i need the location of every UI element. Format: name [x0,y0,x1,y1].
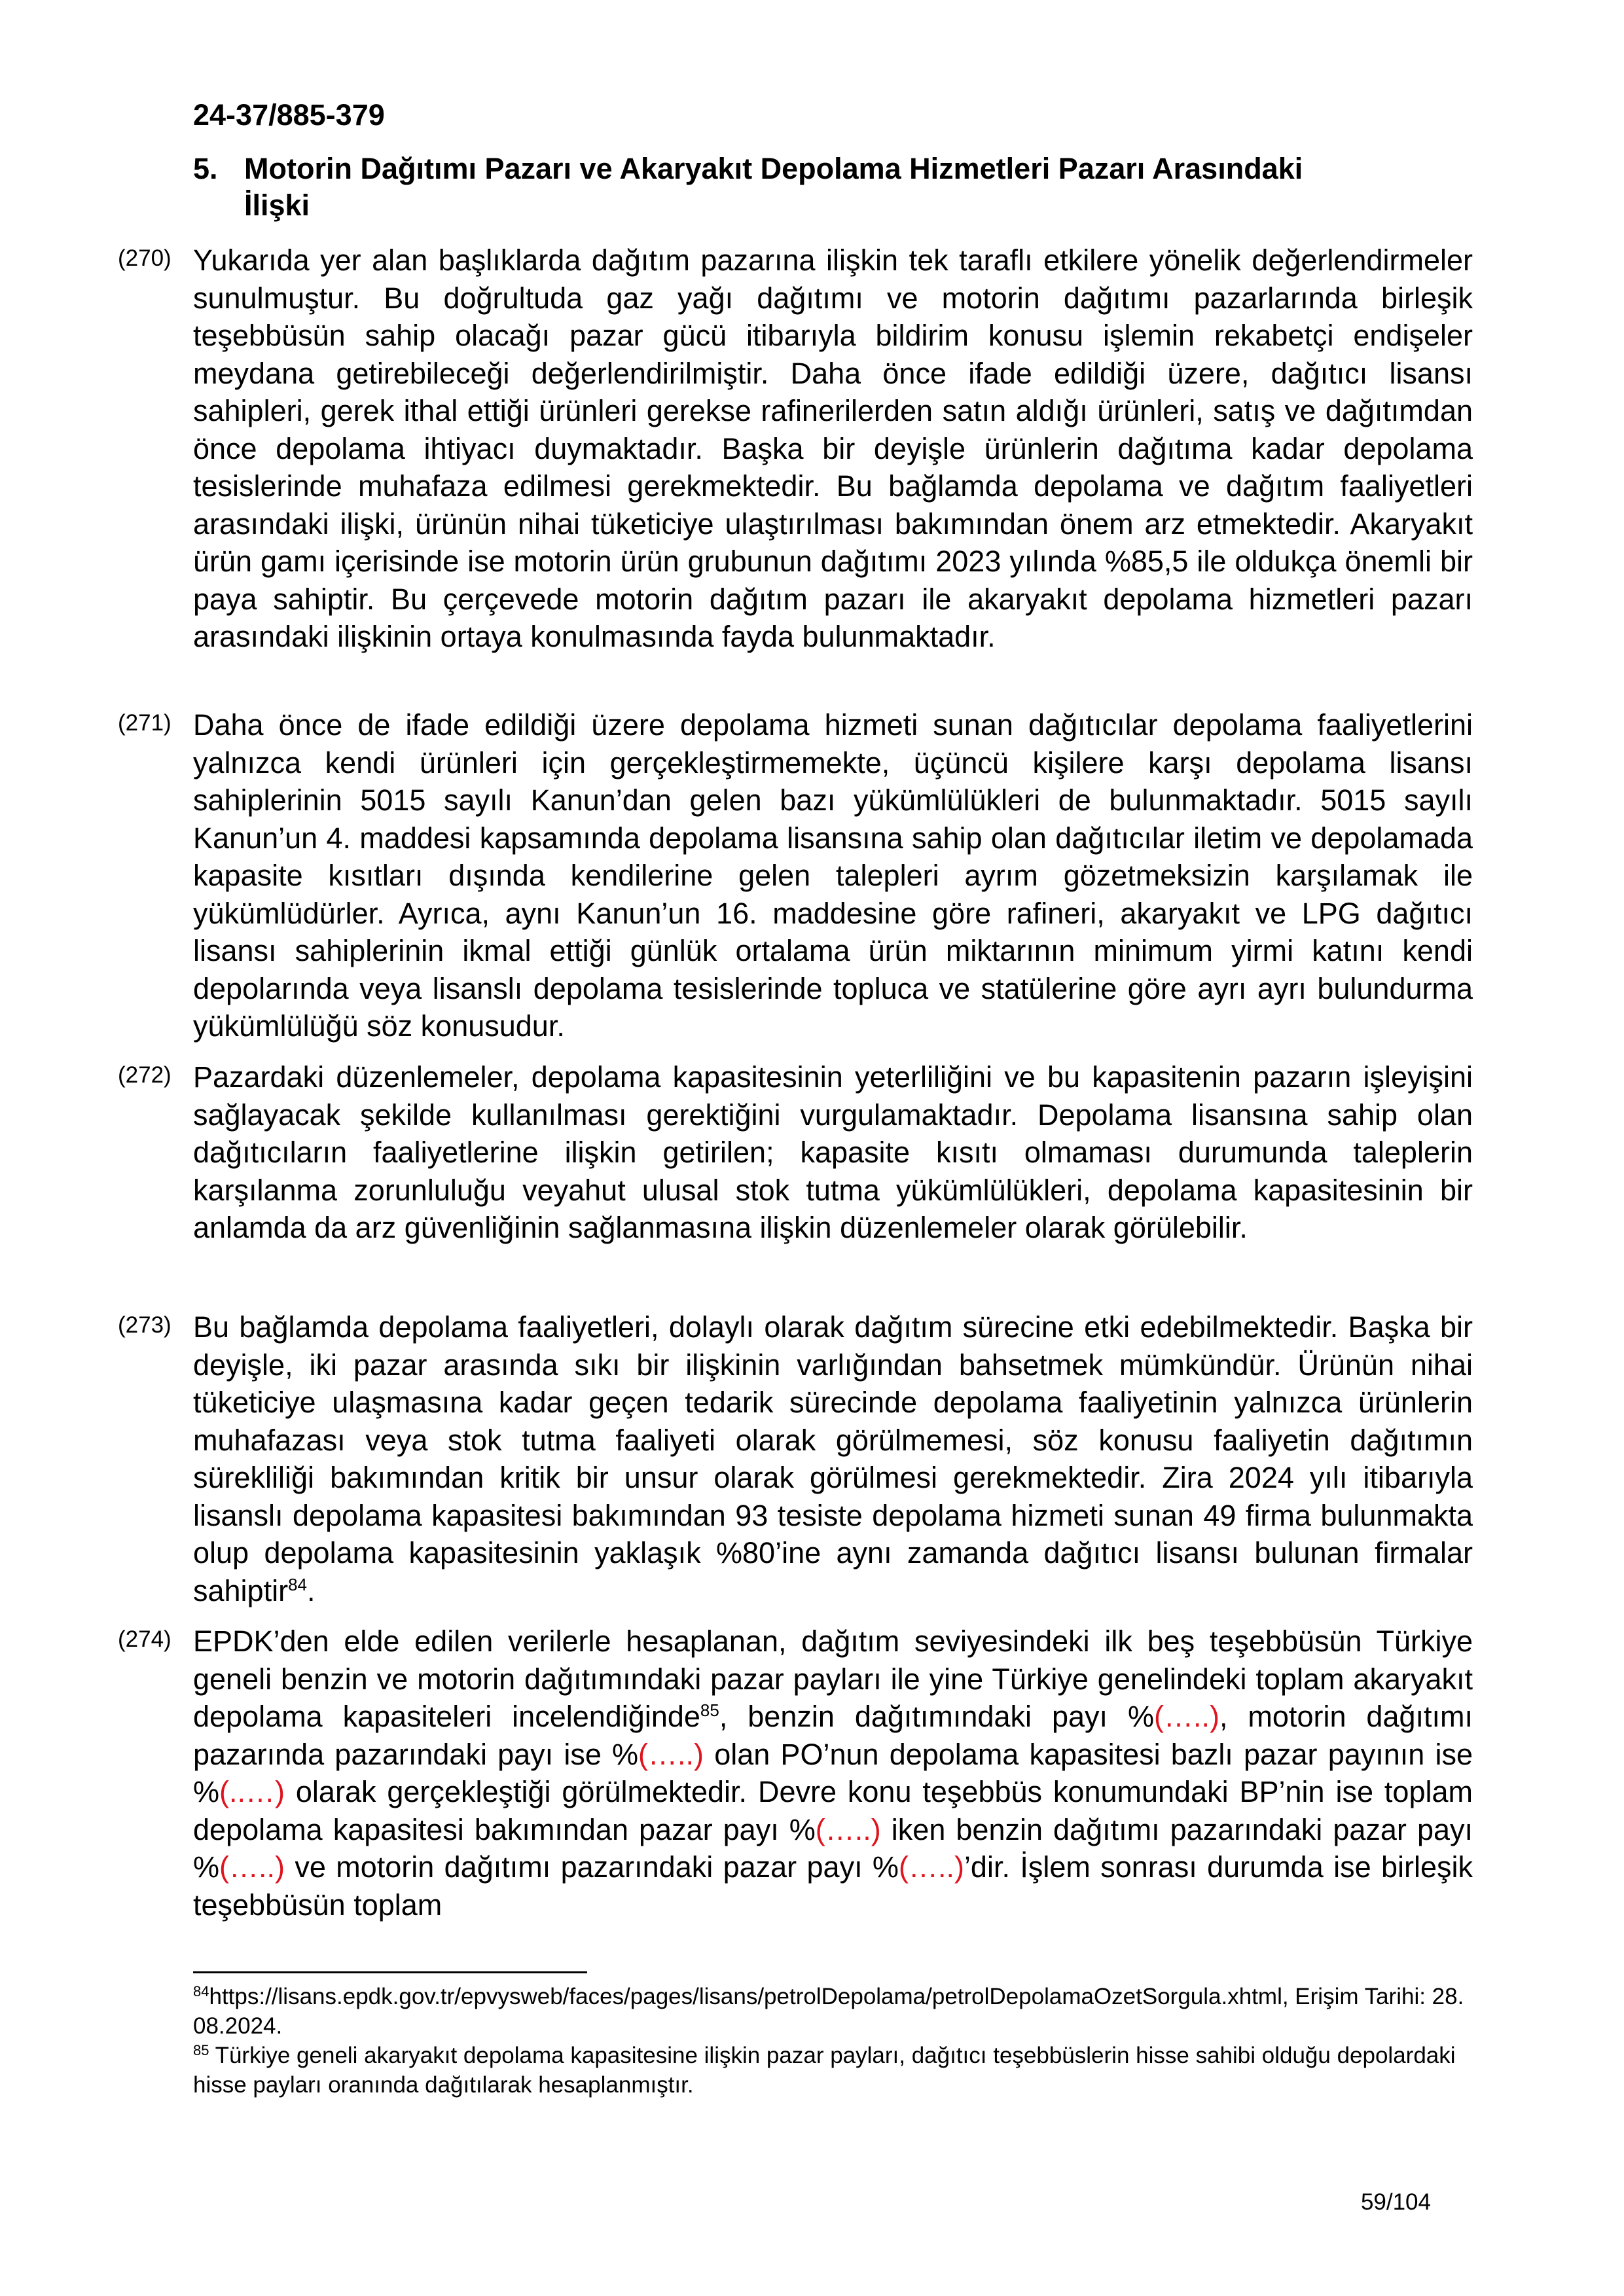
paragraph-273 [118,1308,1473,1609]
footnote-text: Türkiye geneli akaryakıt depolama kapasitesine ilişkin pazar payları, dağıtıcı teşebbüslerin hisse sahibi olduğu depolardaki hisse payları oranında dağıtılarak hesaplanmıştır. [193,2043,1456,2098]
text-segment: olarak gerçekleştiği görülmektedir. Devre konu teşebbüs konumundaki BP’nin ise toplam depolama kapasitesi bakımından pazar payı % [193,1775,1473,1846]
paragraph-272 [118,1058,1473,1247]
paragraph-number: (270) [118,245,171,271]
section-title-line1: Motorin Dağıtımı Pazarı ve Akaryakıt Depolama Hizmetleri Pazarı Arasındaki [244,152,1303,185]
paragraph-text: Yukarıda yer alan başlıklarda dağıtım pazarına ilişkin tek taraflı etkilere yönelik değerlendirmeler sunulmuştur. Bu doğrultuda gaz yağı dağıtımı ve motorin dağıtımı pazarlarında birleşik teşebbüsün sahip olacağı pazar gücü itibarıyla bildirim konusu işlemin rekabetçi endişeler meydana getirebileceği değerlendirilmiştir. Daha önce ifade edildiği üzere, dağıtıcı lisansı sahipleri, gerek ithal ettiği ürünleri gerekse rafinerilerden satın aldığı ürünleri, satış ve dağıtımdan önce depolama ihtiyacı duymaktadır. Başka bir deyişle ürünlerin dağıtıma kadar depolama tesislerinde muhafaza edilmesi gerekmektedir. Bu bağlamda depolama ve dağıtım faaliyetleri arasındaki ilişki, ürünün nihai tüketiciye ulaştırılması bakımından önem arz etmektedir. Akaryakıt ürün gamı içerisinde ise motorin ürün grubunun dağıtımı 2023 yılında %85,5 ile oldukça önemli bir paya sahiptir. Bu çerçevede motorin dağıtım pazarı ile akaryakıt depolama hizmetleri pazarı arasındaki ilişkinin ortaya konulmasında fayda bulunmaktadır. [193,243,1473,653]
text-segment: olan PO’nun depolama kapasitesi bazlı pazar payının ise % [193,1737,1473,1808]
footnote-85 [193,2041,1473,2100]
text-segment: ’dir. İşlem sonrası durumda ise birleşik teşebbüsün toplam [193,1850,1473,1922]
paragraph-number: (272) [118,1062,171,1088]
section-title-line2: İlişki [244,188,310,222]
text-segment: EPDK’den elde edilen verilerle hesaplanan, dağıtım seviyesindeki ilk beş teşebbüsün Türkiye geneli benzin ve motorin dağıtımındaki pazar payları ile yine Türkiye genelindeki toplam akaryakıt depolama kapasiteleri incelendiğinde [193,1624,1473,1733]
text-segment: ve motorin dağıtımı pazarındaki pazar payı % [285,1850,899,1884]
redacted-value: (..…) [219,1775,285,1808]
paragraph-text [193,1308,1473,1609]
paragraph-text: Daha önce de ifade edildiği üzere depolama hizmeti sunan dağıtıcılar depolama faaliyetlerini yalnızca kendi ürünleri için gerçekleştirmemekte, üçüncü kişilere karşı depolama lisansı sahiplerinin 5015 sayılı Kanun’dan gelen bazı yükümlülükleri de bulunmaktadır. 5015 sayılı Kanun’un 4. maddesi kapsamında depolama lisansına sahip olan dağıtıcılar iletim ve depolamada kapasite kısıtları dışında kendilerine gelen talepleri ayrım gözetmeksizin karşılamak ile yükümlüdürler. Ayrıca, aynı Kanun’un 16. maddesine göre rafineri, akaryakıt ve LPG dağıtıcı lisansı sahiplerinin ikmal ettiği günlük ortalama ürün miktarının minimum yirmi katını kendi depolarında veya lisanslı depolama tesislerinde topluca ve statülerine göre ayrı ayrı bulundurma yükümlülüğü söz konusudur. [193,708,1473,1043]
text-segment: , benzin dağıtımındaki payı % [719,1700,1154,1733]
redacted-value: (…..) [219,1850,285,1884]
footnote-marker: 84 [193,1983,209,2000]
text-segment: , motorin dağıtımı pazarında pazarındaki payı ise % [193,1700,1473,1771]
redacted-value: (…..) [1153,1700,1219,1733]
footnotes [193,1982,1473,2100]
document-number: 24-37/885-379 [193,98,385,132]
footnote-divider [193,1971,587,1973]
paragraph-body: Bu bağlamda depolama faaliyetleri, dolaylı olarak dağıtım sürecine etki edebilmektedir. Başka bir deyişle, iki pazar arasında sıkı bir ilişkinin varlığından bahsetmek mümkündür. Ürünün nihai tüketiciye ulaşmasına kadar geçen tedarik sürecinde depolama faaliyetinin yalnızca ürünlerin muhafazası veya stok tutma faaliyeti olarak görülmemesi, söz konusu faaliyetin dağıtımın sürekliliği bakımından kritik bir unsur olarak görülmesi gerekmektedir. Zira 2024 yılı itibarıyla lisanslı depolama kapasitesi bakımından 93 tesiste depolama hizmeti sunan 49 firma bulunmakta olup depolama kapasitesinin yaklaşık %80’ine aynı zamanda dağıtıcı lisansı bulunan firmalar sahiptir [193,1310,1473,1607]
paragraph-text: Pazardaki düzenlemeler, depolama kapasitesinin yeterliliğini ve bu kapasitenin pazarın işleyişini sağlayacak şekilde kullanılması gerektiğini vurgulamaktadır. Depolama lisansına sahip olan dağıtıcıların faaliyetlerine ilişkin getirilen; kapasite kısıtı olmaması durumunda taleplerin karşılanma zorunluluğu veyahut ulusal stok tutma yükümlülükleri, depolama kapasitesinin bir anlamda da arz güvenliğinin sağlanmasına ilişkin düzenlemeler olarak görülebilir. [193,1060,1473,1244]
footnote-84 [193,1982,1473,2041]
paragraph-end: . [307,1573,316,1607]
footnote-ref-84: 84 [288,1574,307,1594]
footnote-text: https://lisans.epdk.gov.tr/epvysweb/faces/pages/lisans/petrolDepolama/petrolDepolamaOzetSorgula.xhtml, Erişim Tarihi: 28.08.2024. [193,1984,1464,2039]
paragraph-number: (271) [118,710,171,736]
redacted-value: (…..) [638,1737,704,1771]
paragraph-271 [118,706,1473,1045]
section-number: 5. [193,152,218,185]
paragraph-text [193,1623,1473,1924]
footnote-marker: 85 [193,2042,209,2058]
paragraph-number: (274) [118,1626,171,1652]
paragraph-274 [118,1623,1473,1924]
footnote-ref-85: 85 [700,1700,719,1720]
text-segment: iken benzin dağıtımı pazarındaki pazar payı % [193,1812,1473,1884]
section-heading [193,151,1473,224]
paragraph-number: (273) [118,1312,171,1338]
paragraph-270 [118,242,1473,656]
page-number: 59/104 [1360,2189,1431,2215]
redacted-value: (…..) [898,1850,964,1884]
redacted-value: (…..) [815,1812,881,1846]
